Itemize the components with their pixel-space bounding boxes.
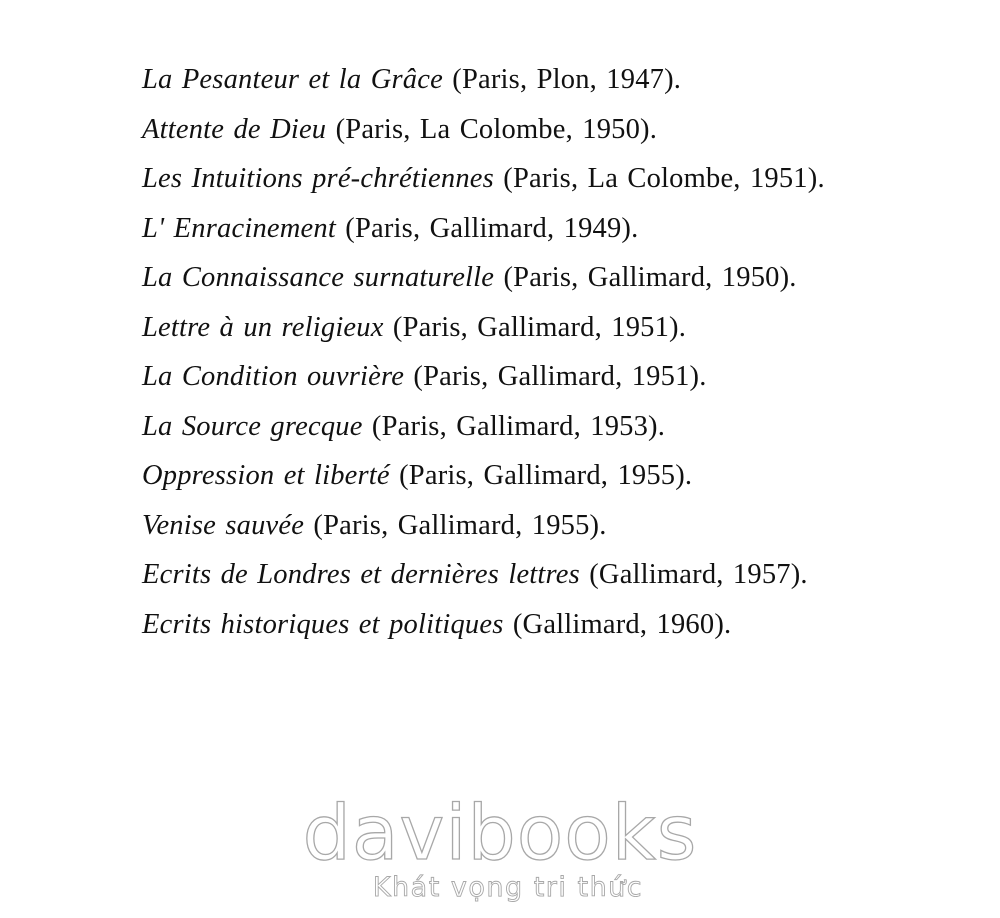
work-title: L' Enracinement xyxy=(142,212,336,244)
bibliography-list xyxy=(104,55,914,649)
work-title: Lettre à un religieux xyxy=(142,311,384,343)
watermark-brand: davibooks xyxy=(302,788,698,877)
bibliography-entry xyxy=(104,451,914,501)
publication-details: (Paris, La Colombe, 1951). xyxy=(493,163,825,194)
publication-details: (Paris, Gallimard, 1950). xyxy=(494,262,797,293)
bibliography-entry xyxy=(104,204,914,254)
work-title: Les Intuitions pré-chrétiennes xyxy=(142,163,494,194)
work-title: La Source grecque xyxy=(142,410,363,442)
work-title: La Pesanteur et la Grâce xyxy=(142,64,443,95)
publication-details: (Paris, Gallimard, 1951). xyxy=(383,311,687,343)
work-title: Oppression et liberté xyxy=(142,460,390,491)
publication-details: (Paris, La Colombe, 1950). xyxy=(326,113,658,145)
publication-details: (Paris, Gallimard, 1955). xyxy=(389,460,693,491)
bibliography-entry xyxy=(104,55,914,105)
work-title: Ecrits de Londres et dernières lettres xyxy=(142,559,580,590)
publication-details: (Paris, Plon, 1947). xyxy=(442,64,682,95)
bibliography-entry xyxy=(104,501,914,551)
bibliography-entry xyxy=(104,253,914,303)
bibliography-entry xyxy=(104,154,914,204)
bibliography-entry xyxy=(104,402,914,452)
work-title: Attente de Dieu xyxy=(142,113,327,145)
publication-details: (Paris, Gallimard, 1955). xyxy=(304,509,607,541)
publication-details: (Gallimard, 1957). xyxy=(579,559,808,590)
publication-details: (Paris, Gallimard, 1951). xyxy=(404,361,707,392)
bibliography-entry xyxy=(104,600,914,650)
publication-details: (Paris, Gallimard, 1949). xyxy=(335,212,639,244)
publication-details: (Paris, Gallimard, 1953). xyxy=(362,410,666,442)
work-title: Venise sauvée xyxy=(142,509,305,541)
bibliography-entry xyxy=(104,550,914,600)
bibliography-entry xyxy=(104,105,914,155)
publication-details: (Gallimard, 1960). xyxy=(503,608,732,640)
work-title: Ecrits historiques et politiques xyxy=(142,608,504,640)
work-title: La Condition ouvrière xyxy=(142,361,405,392)
work-title: La Connaissance surnaturelle xyxy=(142,262,495,293)
bibliography-entry xyxy=(104,303,914,353)
bibliography-entry xyxy=(104,352,914,402)
watermark-tagline: Khát vọng tri thức xyxy=(372,872,644,903)
